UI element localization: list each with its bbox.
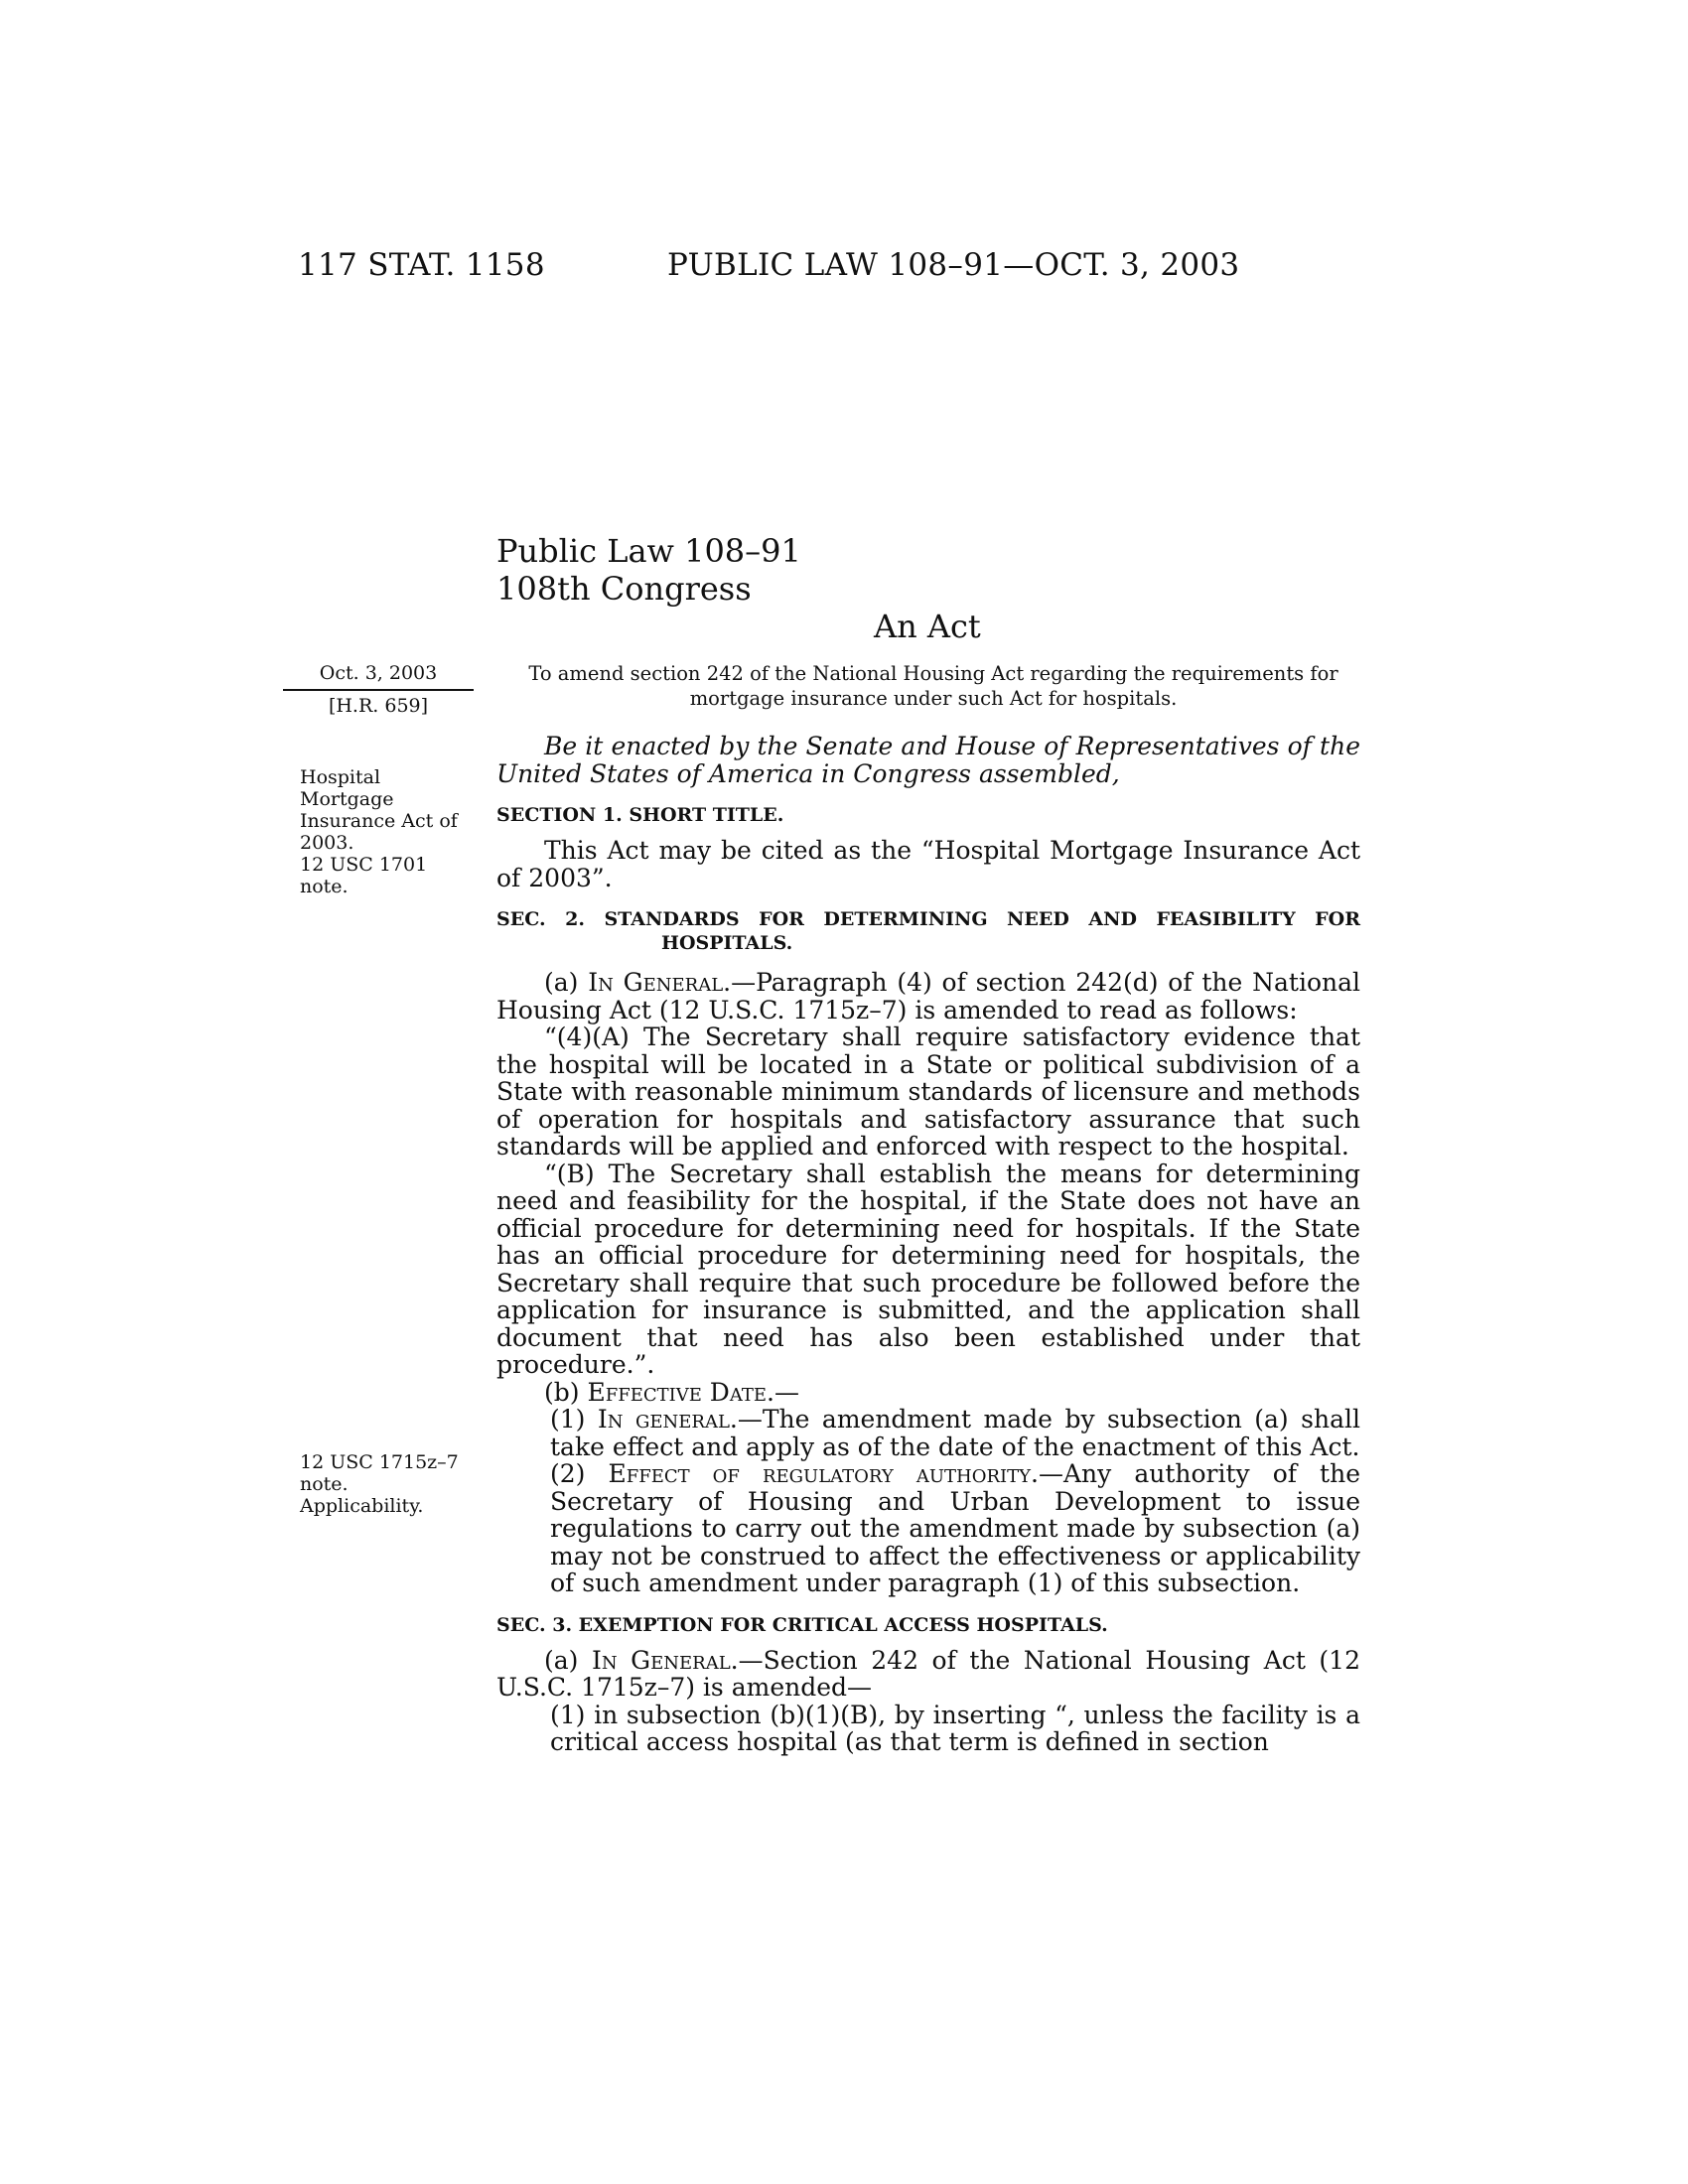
enacting-clause: Be it enacted by the Senate and House of Representatives of the United States of America in Congress assembled, [496, 732, 1360, 788]
subsection-dash: .— [767, 1377, 799, 1407]
date-bill-box [283, 661, 474, 719]
subsection-text: .—Paragraph (4) of section 242(d) of the National Housing Act (12 U.S.C. 1715z–7) is amended to read as follows: [496, 968, 1361, 1024]
paragraph-label: (2) [550, 1459, 609, 1488]
subsection-text: .—Section 242 of the National Housing Act (12 U.S.C. 1715z–7) is amended— [496, 1645, 1360, 1702]
section-2-paragraph-b1 [496, 1406, 1360, 1460]
section-2-paragraph-b2 [496, 1460, 1360, 1597]
margin-note-line: Applicability. [300, 1495, 424, 1517]
paragraph-text: .—The amendment made by subsection (a) shall take effect and apply as of the date of the enactment of this Act. [550, 1405, 1360, 1461]
subsection-label: (b) [544, 1377, 588, 1407]
subsection-caption: Effective Date [587, 1377, 768, 1407]
section-2-subsection-a [496, 969, 1360, 1024]
paragraph-caption: Effect of regulatory authority [608, 1459, 1032, 1488]
margin-note-line: 12 USC 1715z–7 [300, 1451, 459, 1473]
section-2-heading: SEC. 2. STANDARDS FOR DETERMINING NEED AND FEASIBILITY FOR HOSPITALS. [496, 908, 1360, 954]
section-2-subsection-b [496, 1379, 1360, 1407]
subsection-label: (a) [544, 1645, 592, 1675]
margin-note-line: note. [300, 876, 349, 897]
section-1-text: This Act may be cited as the “Hospital Mortgage Insurance Act of 2003”. [496, 836, 1360, 892]
act-purpose: To amend section 242 of the National Housing Act regarding the requirements for mortgage insurance under such Act for hospitals. [528, 662, 1338, 710]
section-3-paragraph-a1: (1) in subsection (b)(1)(B), by inserting “, unless the facility is a critical access hospital (as that term is defined in section [550, 1700, 1360, 1756]
subsection-caption: In General [588, 968, 724, 997]
paragraph-text: .—Any authority of the Secretary of Housing and Urban Development to issue regulations to carry out the amendment made by subsection (a) may not be construed to affect the effectiveness or applicability of such amendment under paragraph (1) of this subsection. [550, 1459, 1360, 1597]
subsection-label: (a) [544, 968, 589, 997]
margin-note-line: Mortgage [300, 788, 394, 810]
running-head-title: PUBLIC LAW 108–91—OCT. 3, 2003 [667, 247, 1240, 283]
paragraph-caption: In general [597, 1405, 730, 1433]
law-number: Public Law 108–91 [496, 532, 801, 570]
margin-note-short-title [300, 766, 469, 897]
margin-note-line: 2003. [300, 832, 354, 854]
quoted-paragraph-4a: “(4)(A) The Secretary shall require satisfactory evidence that the hospital will be located in a State or political subdivision of a State with reasonable minimum standards of licensure and methods of operation for hospitals and satisfactory assurance that such standards will be applied and enforced with respect to the hospital. [496, 1023, 1360, 1160]
margin-note-effective-date [300, 1451, 469, 1517]
section-3-subsection-a [496, 1647, 1360, 1702]
section-3-heading: SEC. 3. EXEMPTION FOR CRITICAL ACCESS HOSPITALS. [496, 1613, 1108, 1636]
section-1-heading: SECTION 1. SHORT TITLE. [496, 804, 784, 826]
margin-note-line: 12 USC 1701 [300, 854, 428, 876]
margin-note-line: note. [300, 1473, 349, 1495]
quoted-paragraph-b: “(B) The Secretary shall establish the means for determining need and feasibility for the hospital, if the State does not have an official procedure for determining need for hospitals. If the State has an official procedure for determining need for hospitals, the Secretary shall require that such procedure be followed before the application for insurance is submitted, and the application shall document that need has also been established under that procedure.”. [496, 1159, 1360, 1379]
subsection-caption: In General [591, 1645, 731, 1675]
approval-date: Oct. 3, 2003 [283, 661, 474, 691]
margin-note-line: Hospital [300, 766, 381, 788]
congress: 108th Congress [496, 570, 752, 608]
act-label: An Act [874, 608, 981, 645]
body-text [496, 733, 1360, 1756]
running-head-stat: 117 STAT. 1158 [298, 247, 545, 283]
margin-note-line: Insurance Act of [300, 810, 458, 832]
bill-number: [H.R. 659] [328, 695, 429, 717]
paragraph-label: (1) [550, 1405, 598, 1433]
